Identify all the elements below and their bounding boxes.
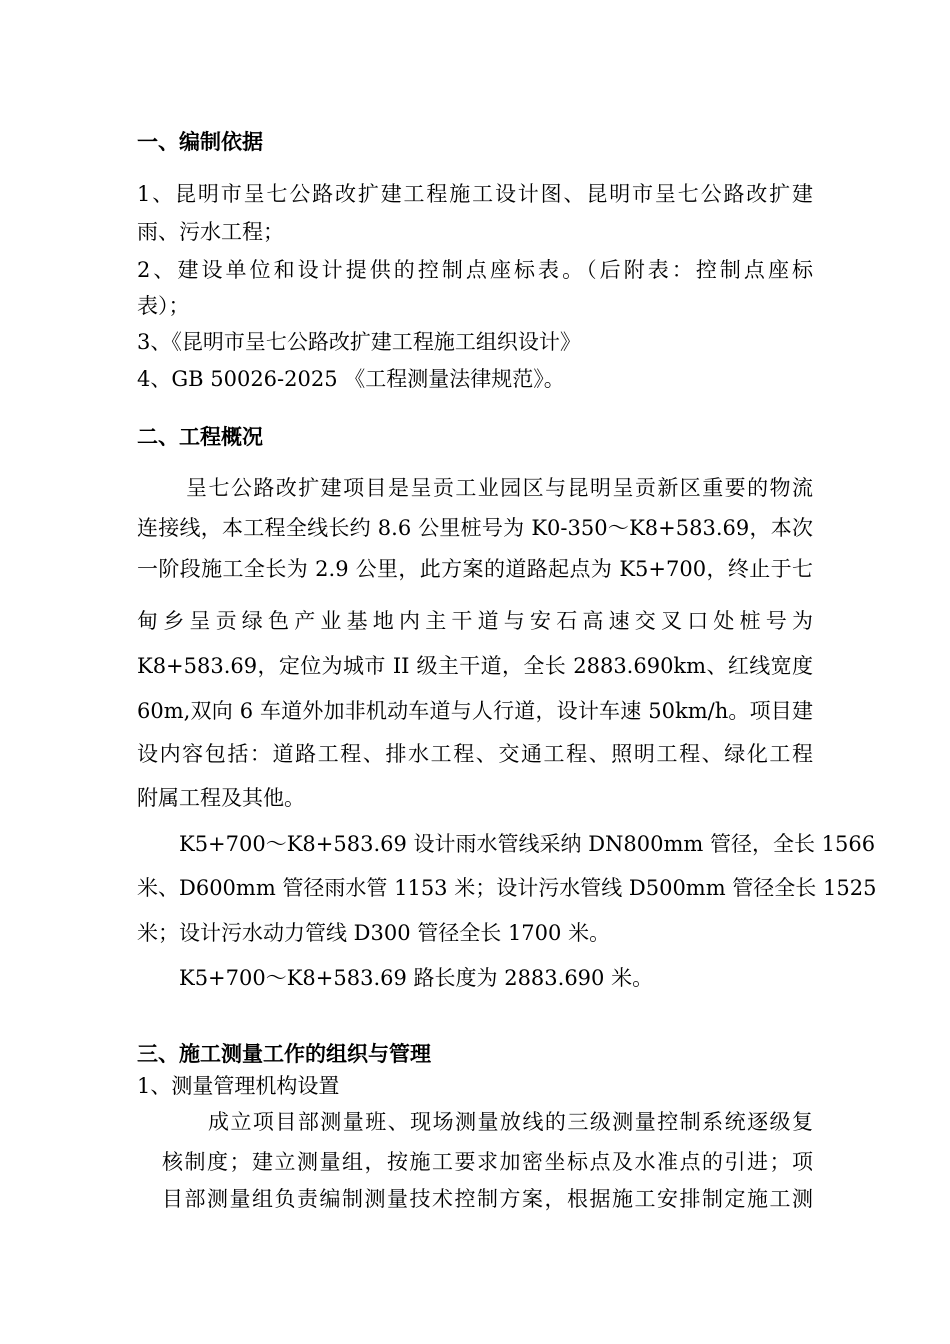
section-2-para-1-line-1: 呈七公路改扩建项目是呈贡工业园区与昆明呈贡新区重要的物流 <box>186 476 813 500</box>
section-1-line-5: 3、《昆明市呈七公路改扩建工程施工组织设计》 <box>137 330 581 354</box>
section-1-line-4: 表）； <box>137 294 190 318</box>
section-3-para-1-line-1: 成立项目部测量班、现场测量放线的三级测量控制系统逐级复 <box>208 1110 813 1134</box>
section-2-title: 二、工程概况 <box>137 424 263 449</box>
section-1-line-1: 1、昆明市呈七公路改扩建工程施工设计图、昆明市呈七公路改扩建 <box>137 182 813 206</box>
section-1-title: 一、编制依据 <box>137 129 263 154</box>
section-2-para-2-line-2: 米、D600mm 管径雨水管 1153 米；设计污水管线 D500mm 管径全长 1525 <box>137 876 877 900</box>
section-2-para-1-line-5: K8+583.69，定位为城市 II 级主干道，全长 2883.690km、红线宽度 <box>137 654 813 678</box>
section-2-para-1-line-3: 一阶段施工全长为 2.9 公里，此方案的道路起点为 K5+700，终止于七 <box>137 557 813 581</box>
section-1-line-2: 雨、污水工程； <box>137 220 284 244</box>
section-2-para-1-line-4: 甸乡呈贡绿色产业基地内主干道与安石高速交叉口处桩号为 <box>137 609 813 633</box>
section-2-para-1-line-6: 60m,双向 6 车道外加非机动车道与人行道，设计车速 50km/h。项目建 <box>137 699 813 723</box>
section-1-line-6: 4、GB 50026-2025 《工程测量法律规范》。 <box>137 367 565 391</box>
section-3-subtitle-1: 1、测量管理机构设置 <box>137 1074 340 1098</box>
section-3-para-1-line-3: 目部测量组负责编制测量技术控制方案，根据施工安排制定施工测 <box>162 1187 813 1211</box>
section-2-para-2-line-1: K5+700～K8+583.69 设计雨水管线采纳 DN800mm 管径，全长 1566 <box>179 832 876 856</box>
section-3-para-1-line-2: 核制度；建立测量组，按施工要求加密坐标点及水准点的引进；项 <box>162 1150 813 1174</box>
section-1-line-3: 2、建设单位和设计提供的控制点座标表。（后附表：控制点座标 <box>137 258 813 282</box>
section-3-title: 三、施工测量工作的组织与管理 <box>137 1041 431 1066</box>
section-2-para-1-line-2: 连接线，本工程全线长约 8.6 公里桩号为 K0-350～K8+583.69，本次 <box>137 516 813 540</box>
section-2-para-1-line-8: 附属工程及其他。 <box>137 786 305 810</box>
section-2-para-2-line-3: 米；设计污水动力管线 D300 管径全长 1700 米。 <box>137 921 611 945</box>
section-2-para-1-line-7: 设内容包括：道路工程、排水工程、交通工程、照明工程、绿化工程 <box>137 742 813 766</box>
section-2-para-3: K5+700～K8+583.69 路长度为 2883.690 米。 <box>179 966 654 990</box>
